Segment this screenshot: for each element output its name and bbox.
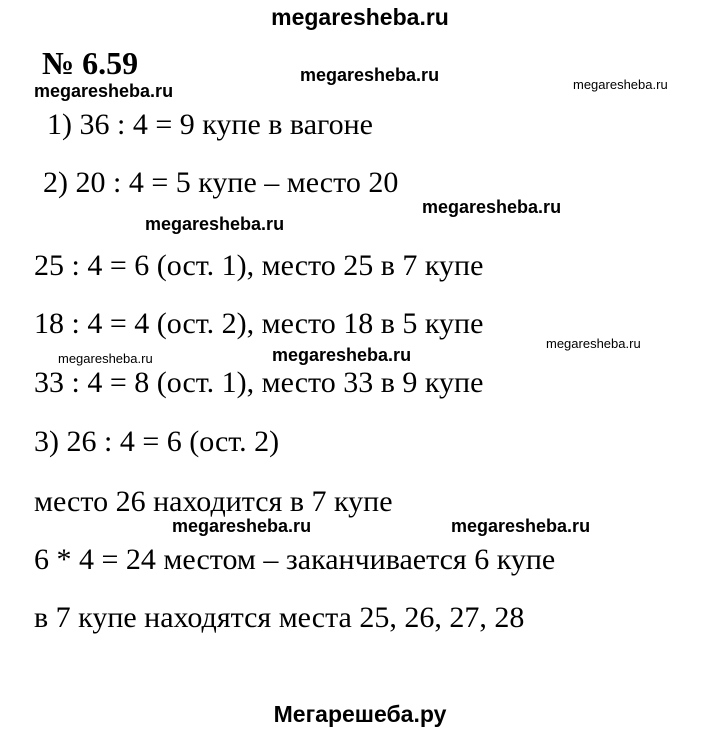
solution-line: 33 : 4 = 8 (ост. 1), место 33 в 9 купе [34,366,484,399]
solution-line: 6 * 4 = 24 местом – заканчивается 6 купе [34,543,556,576]
watermark-small: megaresheba.ru [573,77,668,92]
watermark: megaresheba.ru [34,81,174,101]
solution-line: 3) 26 : 4 = 6 (ост. 2) [34,425,280,458]
watermark-small: megaresheba.ru [546,336,641,351]
solution-line: 1) 36 : 4 = 9 купе в вагоне [47,108,373,141]
watermark: megaresheba.ru [422,197,562,217]
watermark: megaresheba.ru [145,214,285,234]
solution-line: 25 : 4 = 6 (ост. 1), место 25 в 7 купе [34,249,484,282]
solution-line: место 26 находится в 7 купе [34,485,393,518]
watermark: megaresheba.ru [272,345,412,365]
watermark: megaresheba.ru [172,516,312,536]
site-footer: Мегарешеба.ру [273,701,447,727]
watermark-small: megaresheba.ru [58,351,153,366]
site-header: megaresheba.ru [271,4,449,30]
watermark: megaresheba.ru [451,516,591,536]
solution-line: 18 : 4 = 4 (ост. 2), место 18 в 5 купе [34,307,484,340]
solution-line: 2) 20 : 4 = 5 купе – место 20 [43,166,399,199]
problem-number: № 6.59 [42,45,139,81]
solution-line: в 7 купе находятся места 25, 26, 27, 28 [34,601,525,634]
watermark: megaresheba.ru [300,65,440,85]
